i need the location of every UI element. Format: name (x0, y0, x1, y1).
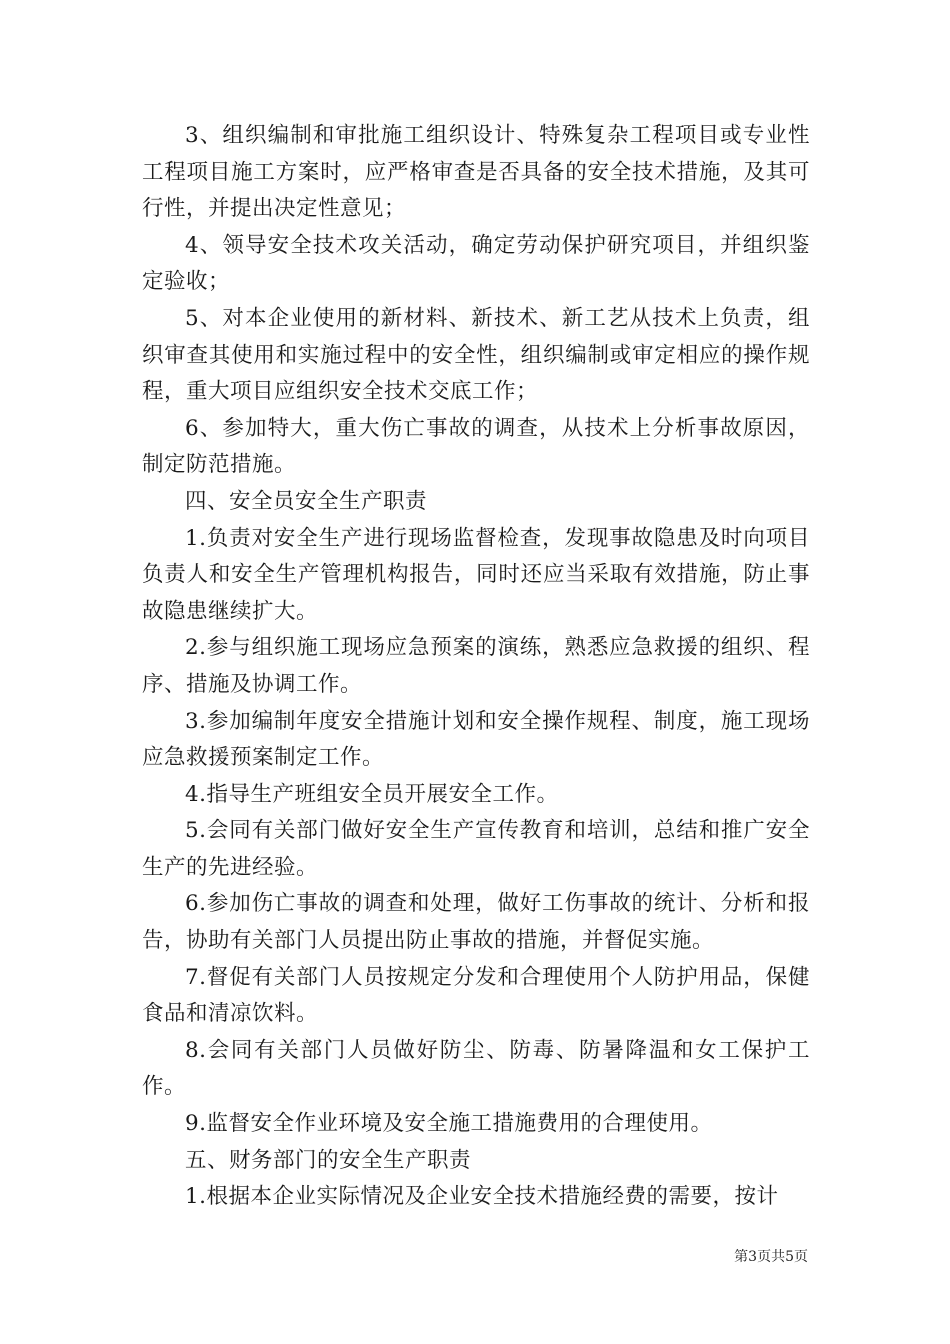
document-body (142, 118, 810, 1216)
paragraph-duty-3: 3.参加编制年度安全措施计划和安全操作规程、制度，施工现场应急救援预案制定工作。 (142, 708, 810, 771)
paragraph-duty-7: 7.督促有关部门人员按规定分发和合理使用个人防护用品，保健食品和清凉饮料。 (142, 964, 810, 1027)
paragraph-finance-1: 1.根据本企业实际情况及企业安全技术措施经费的需要，按计 (185, 1184, 779, 1210)
page-number-footer: 第3页共5页 (734, 1249, 808, 1265)
paragraph-duty-9: 9.监督安全作业环境及安全施工措施费用的合理使用。 (185, 1111, 713, 1137)
paragraph-item-6: 6、参加特大，重大伤亡事故的调查，从技术上分析事故原因，制定防范措施。 (142, 415, 810, 478)
paragraph-duty-1: 1.负责对安全生产进行现场监督检查，发现事故隐患及时向项目负责人和安全生产管理机构报告，同时还应当采取有效措施，防止事故隐患继续扩大。 (142, 525, 810, 624)
paragraph-duty-5: 5.会同有关部门做好安全生产宣传教育和培训，总结和推广安全生产的先进经验。 (142, 818, 810, 880)
paragraph-duty-2: 2.参与组织施工现场应急预案的演练，熟悉应急救援的组织、程序、措施及协调工作。 (142, 635, 810, 697)
paragraph-item-5: 5、对本企业使用的新材料、新技术、新工艺从技术上负责，组织审查其使用和实施过程中的安全性，组织编制或审定相应的操作规程，重大项目应组织安全技术交底工作； (142, 305, 810, 405)
section-heading-finance: 五、财务部门的安全生产职责 (185, 1147, 472, 1173)
paragraph-duty-8: 8.会同有关部门人员做好防尘、防毒、防暑降温和女工保护工作。 (142, 1037, 810, 1100)
paragraph-duty-6: 6.参加伤亡事故的调查和处理，做好工伤事故的统计、分析和报告，协助有关部门人员提出防止事故的措施，并督促实施。 (142, 891, 810, 954)
paragraph-item-4: 4、领导安全技术攻关活动，确定劳动保护研究项目，并组织鉴定验收； (142, 232, 810, 295)
section-heading-safety-officer: 四、安全员安全生产职责 (185, 488, 428, 514)
paragraph-item-3: 3、组织编制和审批施工组织设计、特殊复杂工程项目或专业性工程项目施工方案时，应严格审查是否具备的安全技术措施，及其可行性，并提出决定性意见； (142, 123, 810, 222)
paragraph-duty-4: 4.指导生产班组安全员开展安全工作。 (185, 781, 559, 807)
